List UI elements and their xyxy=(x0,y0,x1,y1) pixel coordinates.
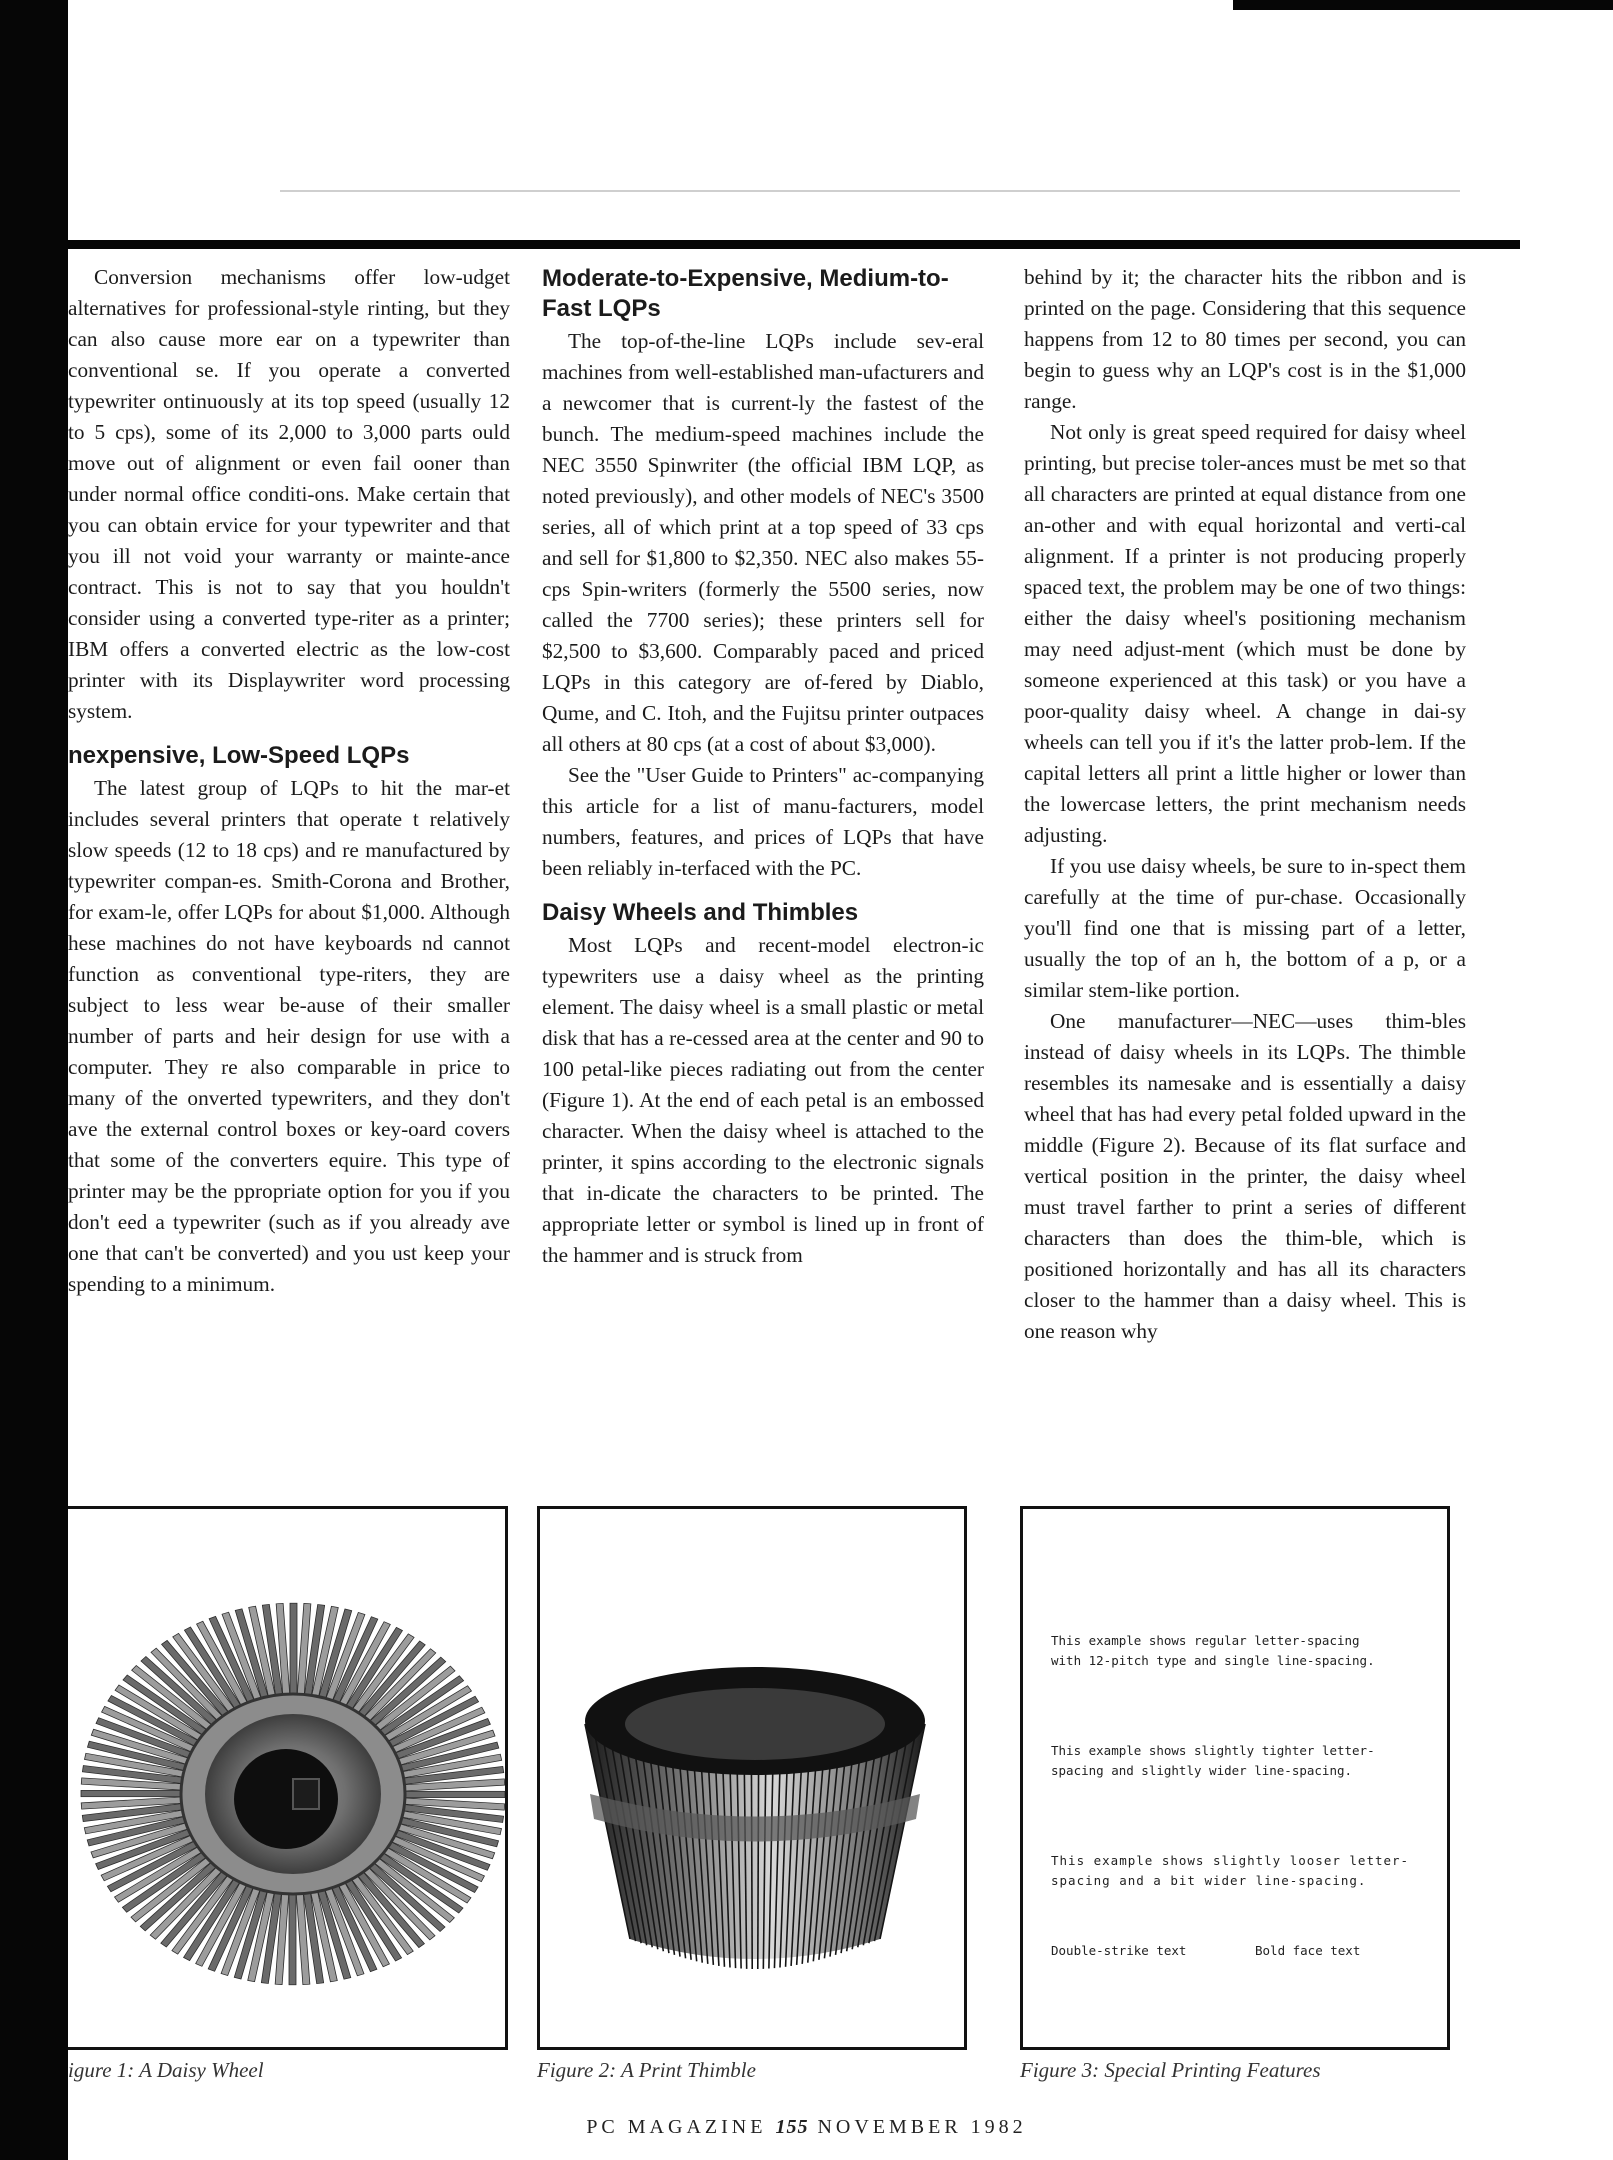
figure-2-print-thimble xyxy=(537,1506,967,2050)
col1-paragraph-2: The latest group of LQPs to hit the mar-et includes several printers that operate t relatively slow speeds (12 to 18 cps) and re manufactured by typewriter compan-es. Smith-Corona and Brother, for exam-le, offer LQPs for about $1,000. Although hese machines do not have keyboards nd cannot function as conventional type-riters, they are subject to less wear be-ause of their smaller number of parts and heir design for use with a computer. They re also comparable in price to many of the onverted typewriters, and they don't ave the external control boxes or key-oard covers that some of the converters equire. This type of printer may be the ppropriate option for you if you don't eed a typewriter (such as if you already ave one that can't be converted) and you ust keep your spending to a minimum. xyxy=(68,776,510,1296)
col3-paragraph-2: Not only is great speed required for daisy wheel printing, but precise toler-ances must be met so that all characters are printed at equal distance from one an-other and with equal horizontal and verti-cal alignment. If a printer is not producing properly spaced text, the problem may be one of two things: either the daisy wheel's positioning mechanism may need adjust-ment (which must be done by someone experienced at this task) or you have a poor-quality daisy wheel. A change in dai-sy wheels can tell you if it's the latter prob-lem. If the capital letters all print a little higher or lower than the lowercase letters, the print mechanism needs adjusting. xyxy=(1024,420,1466,847)
daisy-wheel-photo xyxy=(68,1509,508,2049)
figure-3-caption: Figure 3: Special Printing Features xyxy=(1020,2058,1321,2082)
column-1 xyxy=(68,262,510,1300)
col1-heading-inexpensive-lqps: nexpensive, Low-Speed LQPs xyxy=(68,742,410,769)
sample-looser-spacing: This example shows slightly looser letter- spacing and a bit wider line-spacing. xyxy=(1051,1853,1410,1888)
print-thimble-photo xyxy=(540,1509,967,2049)
header-rule xyxy=(68,240,1520,249)
col2-paragraph-2: See the "User Guide to Printers" ac-companying this article for a list of manu-facturers, model numbers, features, and prices of LQPs that have been reliably in-terfaced with the PC. xyxy=(542,763,984,880)
col2-paragraph-3: Most LQPs and recent-model electron-ic typewriters use a daisy wheel as the printing element. The daisy wheel is a small plastic or metal disk that has a re-cessed area at the center and 90 to 100 petal-like pieces radiating out from the center (Figure 1). At the end of each petal is an embossed character. When the daisy wheel is attached to the printer, it spins according to the electronic signals that in-dicate the characters to be printed. The appropriate letter or symbol is lined up in front of the hammer and is struck from xyxy=(542,933,984,1267)
sample-regular-spacing: This example shows regular letter-spacing with 12-pitch type and single line-spacing. xyxy=(1051,1633,1375,1668)
sample-bold-face: Bold face text xyxy=(1255,1943,1361,1958)
col3-paragraph-4: One manufacturer—NEC—uses thim-bles instead of daisy wheels in its LQPs. The thimble resembles its namesake and is essentially a daisy wheel that has had every petal folded upward in the middle (Figure 2). Because of its flat surface and vertical position in the printer, the daisy wheel must travel farther to print a series of different characters than does the thim-ble, which is positioned horizontally and has all its characters closer to the hammer than a daisy wheel. This is one reason why xyxy=(1024,1009,1466,1343)
sample-double-strike: Double-strike text xyxy=(1051,1943,1187,1958)
figure-1-caption: igure 1: A Daisy Wheel xyxy=(68,2058,264,2082)
figure-1-daisy-wheel xyxy=(68,1506,508,2050)
col2-heading-daisy-wheels: Daisy Wheels and Thimbles xyxy=(542,899,859,926)
col3-paragraph-1: behind by it; the character hits the ribbon and is printed on the page. Considering that this sequence happens from 12 to 80 times per second, you can begin to guess why an LQP's cost is in the $1,000 range. xyxy=(1024,265,1466,413)
daisy-wheel-petal xyxy=(289,1886,296,1985)
footer-magazine: PC MAGAZINE xyxy=(586,2116,767,2138)
scan-top-corner xyxy=(1233,0,1613,10)
footer-page-number: 155 xyxy=(775,2116,809,2138)
daisy-wheel-petal xyxy=(290,1603,297,1702)
figure-3-printing-samples xyxy=(1020,1506,1450,2050)
col1-paragraph-1: Conversion mechanisms offer low-udget alternatives for professional-style rinting, but they can also cause more ear on a typewriter than conventional se. If you operate a converted typewriter ontinuously at its top speed (usually 12 to 5 cps), some of its 2,000 to 3,000 parts ould move out of alignment or even fail ooner than under normal office conditi-ons. Make certain that you can obtain ervice for your typewriter and that you ill not void your warranty or mainte-ance contract. This is not to say that you houldn't consider using a converted type-riter as a printer; IBM offers a converted electric as the low-cost printer with its Displaywriter word processing system. xyxy=(68,265,510,723)
figure-2-caption: Figure 2: A Print Thimble xyxy=(537,2058,756,2082)
column-2 xyxy=(542,262,984,1271)
thimble-inner xyxy=(625,1688,885,1760)
sample-tighter-spacing: This example shows slightly tighter letter- spacing and slightly wider line-spacing. xyxy=(1051,1743,1375,1778)
col3-paragraph-3: If you use daisy wheels, be sure to in-spect them carefully at the time of pur-chase. Occasionally you'll find one that is missing part of a letter, usually the top of an h, the bottom of a p, or a similar stem-like portion. xyxy=(1024,854,1466,1002)
footer-date: NOVEMBER 1982 xyxy=(817,2116,1027,2138)
col2-heading-moderate-lqps: Moderate-to-Expensive, Medium-to-Fast LQPs xyxy=(542,265,949,322)
faint-top-rule xyxy=(280,190,1460,192)
daisy-wheel-key xyxy=(293,1779,319,1809)
column-3 xyxy=(1024,262,1466,1347)
col2-paragraph-1: The top-of-the-line LQPs include sev-eral machines from well-established man-ufacturers and a newcomer that is current-ly the fastest of the bunch. The medium-speed machines include the NEC 3550 Spinwriter (the official IBM LQP, as noted previously), and other models of NEC's 3500 series, all of which print at a top speed of 33 cps and sell for $1,800 to $2,350. NEC also makes 55-cps Spin-writers (formerly the 5500 series, now called the 7700 series); these printers sell for $2,500 to $3,600. Comparably paced and priced LQPs in this category are of-fered by Diablo, Qume, and C. Itoh, and the Fujitsu printer outpaces all others at 80 cps (at a cost of about $3,000). xyxy=(542,329,984,756)
page-footer xyxy=(0,2116,1613,2139)
daisy-wheel-petal xyxy=(81,1790,191,1796)
daisy-wheel-center xyxy=(234,1749,338,1849)
daisy-wheel-petal xyxy=(395,1791,505,1797)
scan-left-edge xyxy=(0,0,68,2160)
